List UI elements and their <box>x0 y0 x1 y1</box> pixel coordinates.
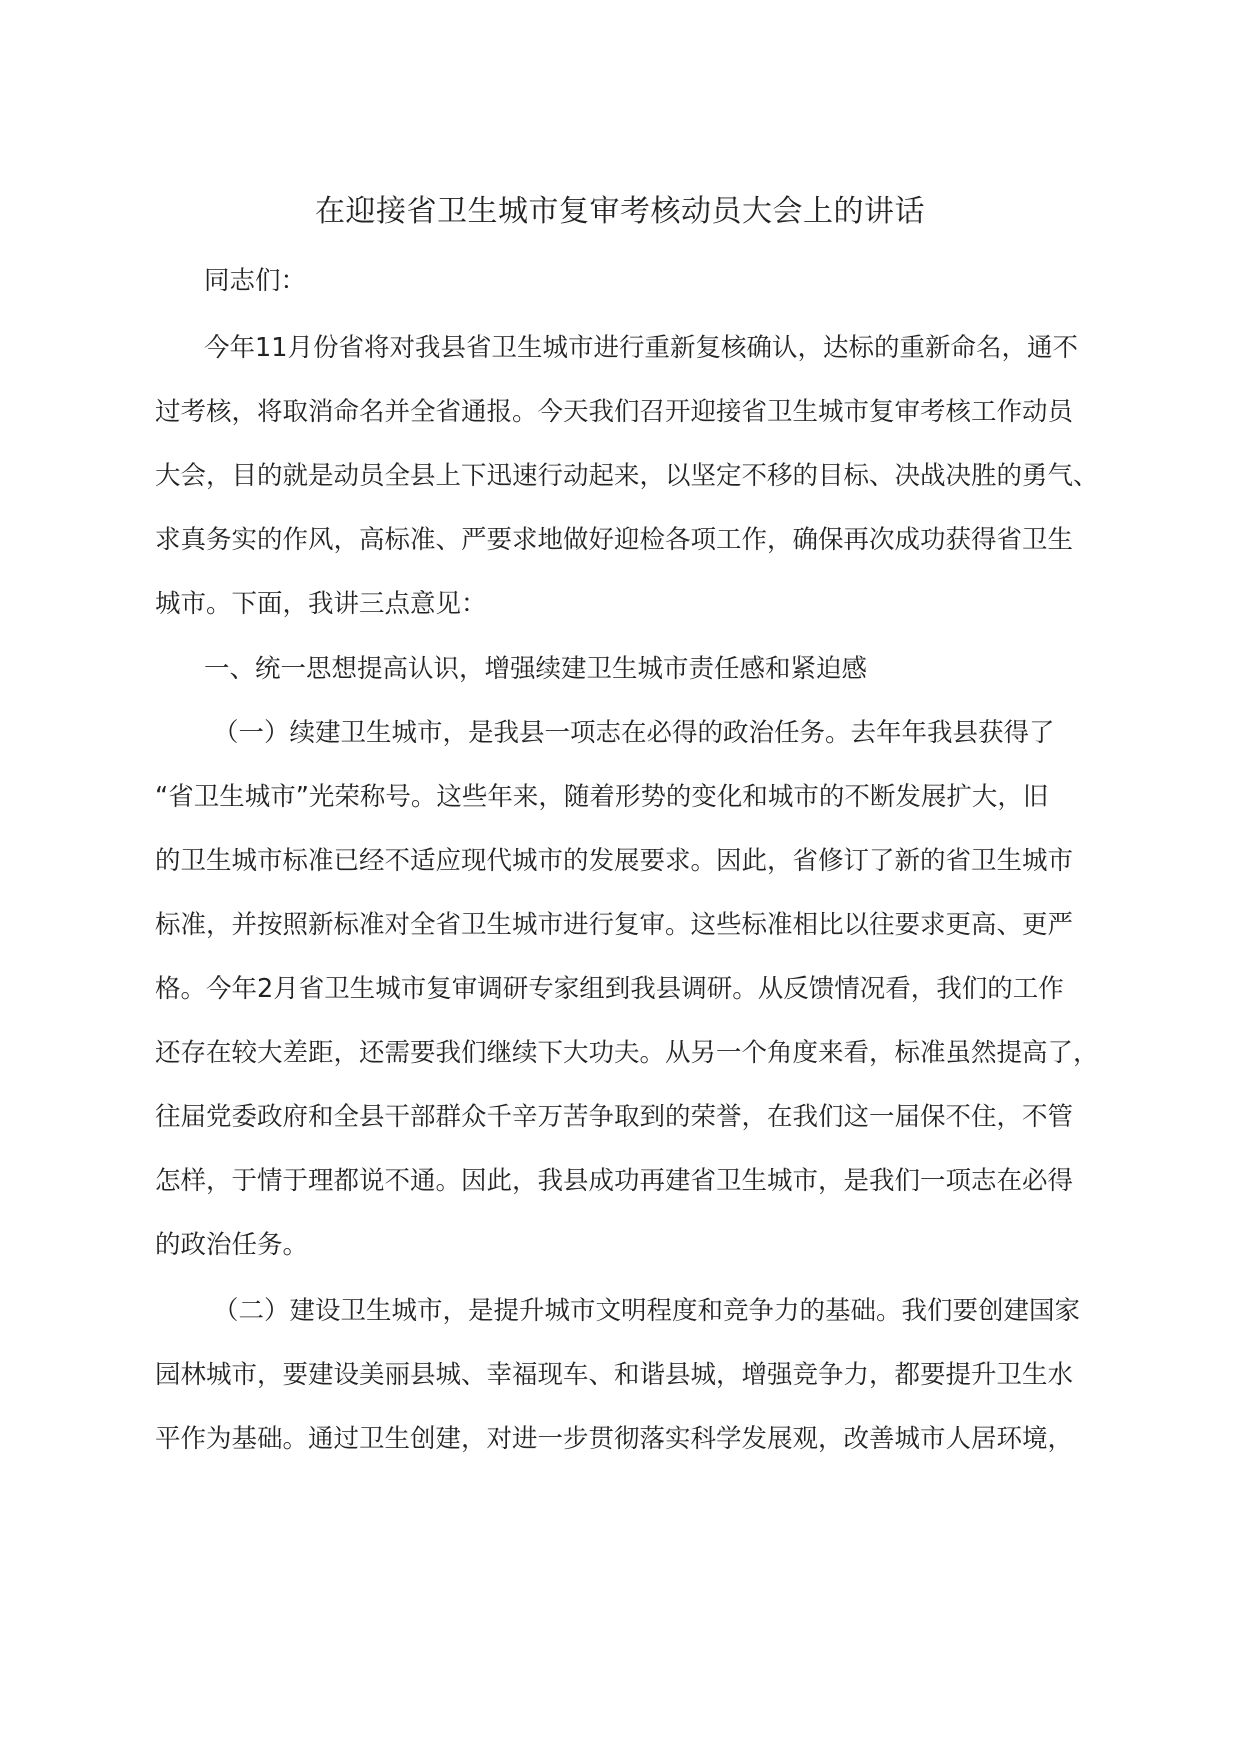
document-title: 在迎接省卫生城市复审考核动员大会上的讲话 <box>315 194 925 229</box>
paragraph-line: 过考核，将取消命名并全省通报。今天我们召开迎接省卫生城市复审考核工作动员 <box>155 397 1074 427</box>
paragraph-line: 的政治任务。 <box>155 1230 309 1260</box>
paragraph-line: 城市。下面，我讲三点意见： <box>155 589 487 619</box>
section-heading: 一、统一思想提高认识，增强续建卫生城市责任感和紧迫感 <box>204 654 868 684</box>
paragraph-line: 园林城市，要建设美丽县城、幸福现车、和谐县城，增强竞争力，都要提升卫生水 <box>155 1360 1074 1390</box>
paragraph-line: 今年11月份省将对我县省卫生城市进行重新复核确认，达标的重新命名，通不 <box>204 333 1078 363</box>
paragraph-line: 平作为基础。通过卫生创建，对进一步贯彻落实科学发展观，改善城市人居环境， <box>155 1424 1074 1454</box>
paragraph-line: （一）续建卫生城市，是我县一项志在必得的政治任务。去年年我县获得了 <box>213 718 1055 748</box>
paragraph-line: 标准，并按照新标准对全省卫生城市进行复审。这些标准相比以往要求更高、更严 <box>155 910 1074 940</box>
paragraph-line: 格。今年2月省卫生城市复审调研专家组到我县调研。从反馈情况看，我们的工作 <box>155 974 1064 1004</box>
salutation: 同志们： <box>204 266 307 296</box>
paragraph-line: 往届党委政府和全县干部群众千辛万苦争取到的荣誉，在我们这一届保不住，不管 <box>155 1102 1074 1132</box>
paragraph-line: 大会，目的就是动员全县上下迅速行动起来，以坚定不移的目标、决战决胜的勇气、 <box>155 461 1099 491</box>
paragraph-line: 怎样，于情于理都说不通。因此，我县成功再建省卫生城市，是我们一项志在必得 <box>155 1166 1074 1196</box>
paragraph-line: （二）建设卫生城市，是提升城市文明程度和竞争力的基础。我们要创建国家 <box>213 1296 1081 1326</box>
paragraph-line: 还存在较大差距，还需要我们继续下大功夫。从另一个角度来看，标准虽然提高了， <box>155 1038 1099 1068</box>
paragraph-line: “省卫生城市”光荣称号。这些年来，随着形势的变化和城市的不断发展扩大，旧 <box>155 782 1049 812</box>
paragraph-line: 求真务实的作风，高标准、严要求地做好迎检各项工作，确保再次成功获得省卫生 <box>155 525 1074 555</box>
paragraph-line: 的卫生城市标准已经不适应现代城市的发展要求。因此，省修订了新的省卫生城市 <box>155 846 1074 876</box>
